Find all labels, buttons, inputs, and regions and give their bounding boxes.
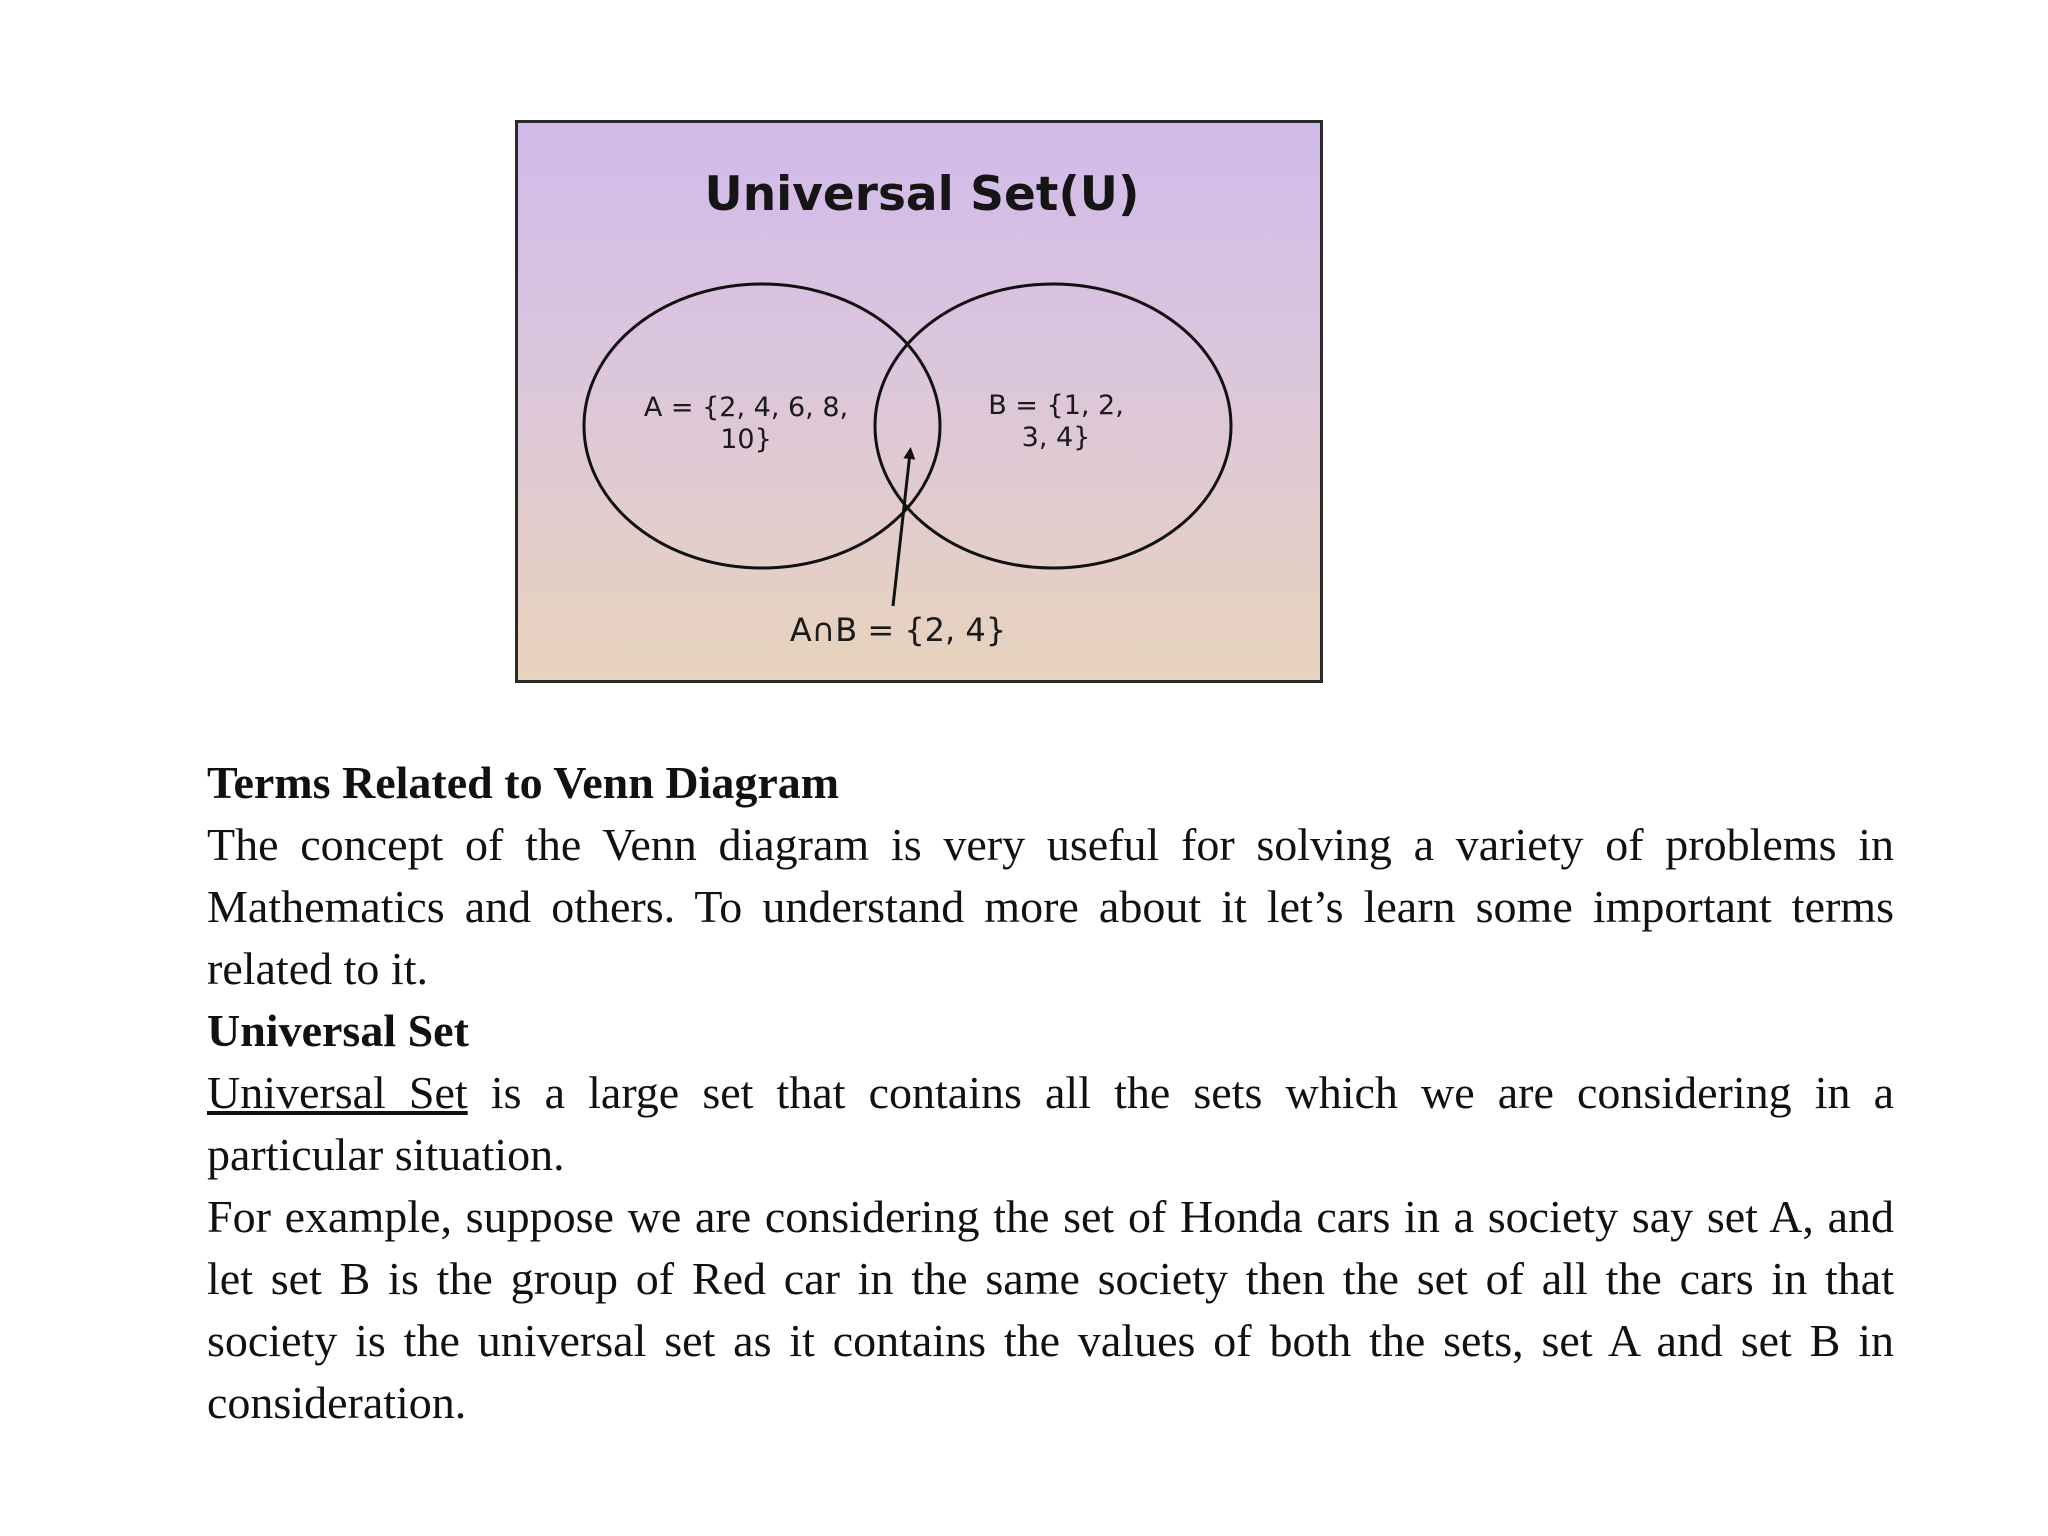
universal-set-term: Universal Set: [207, 1067, 468, 1118]
venn-diagram-figure: [515, 120, 1323, 683]
intro-paragraph: The concept of the Venn diagram is very useful for solving a variety of problems in Mathematics and others. To understand more about it let’s learn some important terms related to it.: [207, 819, 1894, 994]
example-paragraph: For example, suppose we are considering the set of Honda cars in a society say set A, and let set B is the group of Red car in the same society then the set of all the cars in that society is the universal set as it contains the values of both the sets, set A and set B in consideration.: [207, 1191, 1894, 1428]
set-b-label-line1: B = {1, 2,: [988, 390, 1124, 421]
venn-title: Universal Set(U): [704, 167, 1140, 222]
definition-paragraph: [207, 1062, 1894, 1186]
intersection-arrow: [893, 453, 910, 606]
article-text: [207, 752, 1894, 1434]
set-a-label-line2: 10}: [720, 424, 772, 455]
definition-text: is a large set that contains all the sets which we are considering in a particular situation.: [207, 1067, 1894, 1180]
set-a-label-line1: A = {2, 4, 6, 8,: [643, 392, 849, 423]
intersection-label: A∩B = {2, 4}: [789, 611, 1007, 649]
heading-terms-related: Terms Related to Venn Diagram: [207, 757, 840, 808]
venn-diagram: [518, 123, 1320, 680]
set-b-label-line2: 3, 4}: [1021, 422, 1091, 453]
heading-universal-set: Universal Set: [207, 1005, 469, 1056]
